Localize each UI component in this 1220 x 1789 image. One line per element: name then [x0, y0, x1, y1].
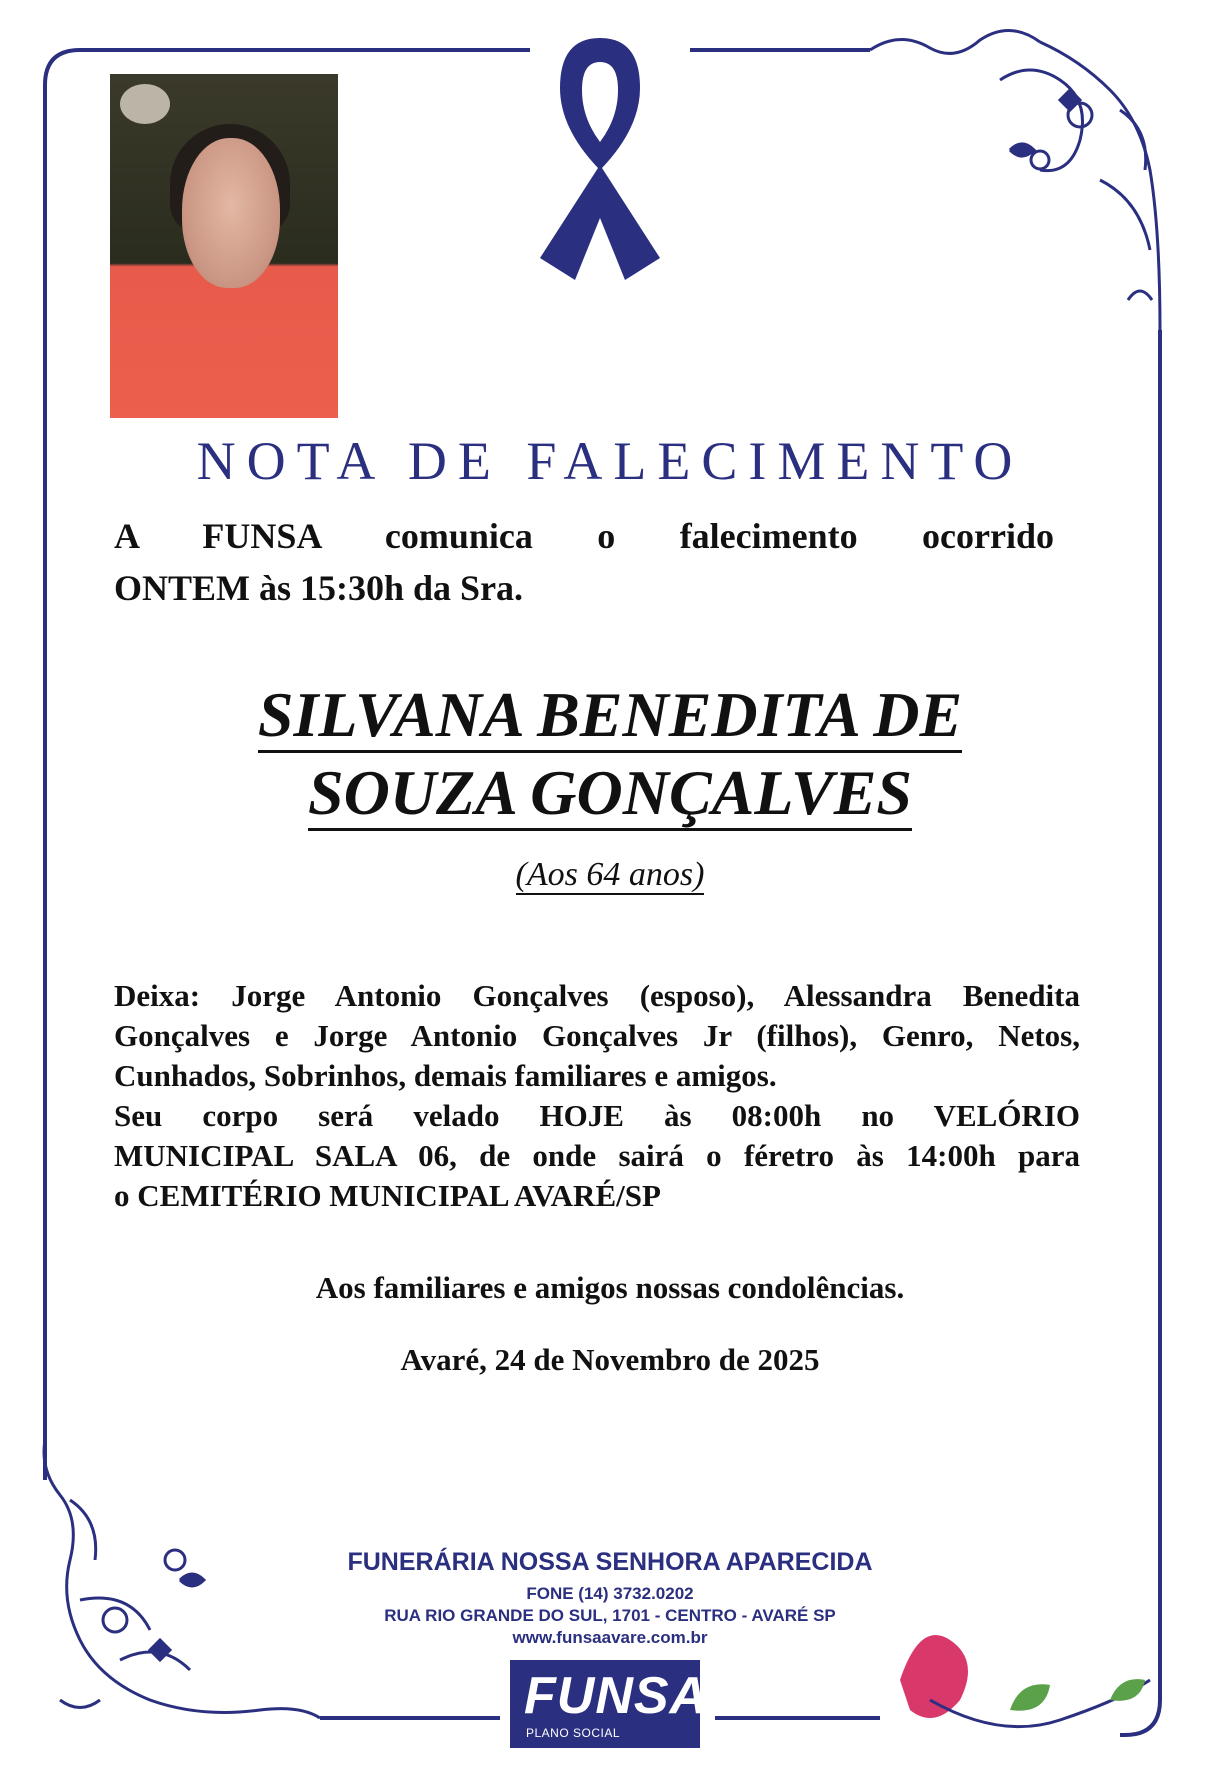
- deceased-name: [90, 676, 1130, 832]
- company-phone: FONE (14) 3732.0202: [526, 1584, 694, 1603]
- intro-text: [114, 510, 1054, 614]
- mourning-ribbon-icon: [520, 18, 680, 280]
- logo-subtitle: PLANO SOCIAL: [526, 1726, 621, 1740]
- body-line: o CEMITÉRIO MUNICIPAL AVARÉ/SP: [114, 1178, 661, 1213]
- funsa-logo: [510, 1660, 709, 1748]
- intro-line-1: A FUNSA comunica o falecimento ocorrido: [114, 516, 1054, 556]
- bottom-left-ornament: [44, 1440, 320, 1718]
- intro-line-2: ONTEM às 15:30h da Sra.: [114, 568, 524, 608]
- body-line: Deixa: Jorge Antonio Gonçalves (esposo), Alessandra Benedita: [114, 978, 1080, 1013]
- company-name: FUNERÁRIA NOSSA SENHORA APARECIDA: [347, 1548, 873, 1576]
- page-title: NOTA DE FALECIMENTO: [196, 431, 1024, 491]
- photo-face: [182, 138, 280, 288]
- deceased-name-line-2: SOUZA GONÇALVES: [308, 758, 912, 831]
- deceased-name-line-1: SILVANA BENEDITA DE: [258, 680, 962, 753]
- notice-body: [114, 976, 1080, 1216]
- condolences-text: Aos familiares e amigos nossas condolências.: [315, 1270, 905, 1305]
- company-website[interactable]: www.funsaavare.com.br: [512, 1628, 708, 1647]
- logo-word: FUNSA: [524, 1667, 709, 1725]
- deceased-age: [90, 856, 1130, 894]
- top-right-ornament: [870, 30, 1160, 330]
- body-line: Cunhados, Sobrinhos, demais familiares e amigos.: [114, 1058, 777, 1093]
- company-address: RUA RIO GRANDE DO SUL, 1701 - CENTRO - AVARÉ SP: [384, 1606, 836, 1625]
- body-line: Seu corpo será velado HOJE às 08:00h no VELÓRIO: [114, 1098, 1080, 1133]
- deceased-photo: [110, 74, 338, 418]
- age-text: (Aos 64 anos): [515, 856, 705, 893]
- photo-flower: [120, 84, 170, 124]
- rose-ornament: [900, 1635, 1150, 1727]
- body-line: MUNICIPAL SALA 06, de onde sairá o féretro às 14:00h para: [114, 1138, 1080, 1173]
- dateline: Avaré, 24 de Novembro de 2025: [400, 1342, 820, 1377]
- body-line: Gonçalves e Jorge Antonio Gonçalves Jr (filhos), Genro, Netos,: [114, 1018, 1080, 1053]
